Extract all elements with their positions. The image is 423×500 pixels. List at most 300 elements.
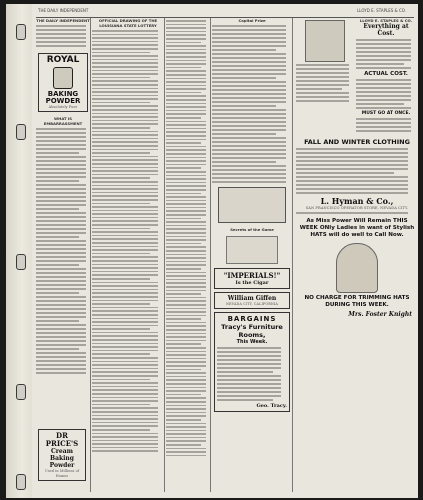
text-line xyxy=(166,264,206,266)
text-line xyxy=(166,178,206,180)
text-line xyxy=(36,352,86,354)
text-line xyxy=(92,447,158,449)
text-line xyxy=(92,213,158,215)
text-line xyxy=(36,45,86,47)
text-line xyxy=(36,136,86,138)
text-line xyxy=(92,185,158,187)
text-line xyxy=(92,335,158,337)
text-line xyxy=(36,132,86,134)
text-line xyxy=(166,304,206,306)
text-line xyxy=(36,240,86,242)
text-line xyxy=(36,324,86,326)
text-line xyxy=(92,343,158,345)
text-line xyxy=(166,42,201,44)
miss-power-notice: As Miss Power Will Remain THIS WEEK ONly Ladies in want of Stylish HATS will do well to Call Now. xyxy=(299,218,415,239)
text-line xyxy=(36,300,86,302)
text-line xyxy=(92,274,158,276)
text-line xyxy=(217,395,281,397)
text-line xyxy=(296,156,408,158)
section-embarrassment: WHAT IS EMBARRASSMENT xyxy=(43,116,83,127)
text-line xyxy=(92,224,158,226)
text-line xyxy=(166,85,206,87)
text-line xyxy=(92,109,158,111)
text-line xyxy=(212,61,286,63)
column-3-lottery xyxy=(166,18,211,492)
text-line xyxy=(296,152,408,154)
text-line xyxy=(166,27,206,29)
text-line xyxy=(166,38,206,40)
text-line xyxy=(36,256,86,258)
text-line xyxy=(212,41,286,43)
text-line xyxy=(36,252,86,254)
text-line xyxy=(92,73,158,75)
text-line xyxy=(166,358,206,360)
text-line xyxy=(296,148,408,150)
text-line xyxy=(92,145,158,147)
text-line xyxy=(92,307,158,309)
text-line xyxy=(92,152,150,154)
text-line xyxy=(296,180,408,182)
text-line xyxy=(212,93,286,95)
text-line xyxy=(36,340,86,342)
text-line xyxy=(166,361,206,363)
text-line xyxy=(212,45,286,47)
text-line xyxy=(166,52,206,54)
text-line xyxy=(92,278,150,280)
text-line xyxy=(166,142,201,144)
text-line xyxy=(356,95,411,97)
text-line xyxy=(166,336,206,338)
text-line xyxy=(92,418,158,420)
text-line xyxy=(92,105,158,107)
text-line xyxy=(92,267,158,269)
text-line xyxy=(92,292,158,294)
text-line xyxy=(92,397,158,399)
text-line xyxy=(166,250,206,252)
lottery-title: OFFICIAL DRAWING OF THE LOUISIANA STATE LOTTERY xyxy=(98,18,158,28)
text-line xyxy=(92,289,158,291)
text-line xyxy=(36,160,86,162)
text-line xyxy=(166,365,206,367)
text-line xyxy=(356,87,411,89)
text-line xyxy=(212,153,286,155)
tracy-title: Tracy's Furniture Rooms, xyxy=(221,323,283,340)
text-line xyxy=(36,216,86,218)
text-line xyxy=(36,172,86,174)
text-line xyxy=(92,149,158,151)
text-line xyxy=(217,351,281,353)
text-line xyxy=(92,181,158,183)
text-line xyxy=(166,254,206,256)
text-line xyxy=(92,433,158,435)
text-line xyxy=(217,387,281,389)
bargains-title: BARGAINS xyxy=(227,315,277,324)
text-line xyxy=(92,379,150,381)
text-line xyxy=(166,383,206,385)
text-line xyxy=(36,200,86,202)
text-line xyxy=(36,328,86,330)
text-line xyxy=(212,97,286,99)
text-line xyxy=(166,272,206,274)
binding-spine xyxy=(6,4,32,498)
text-line xyxy=(92,425,158,427)
text-line xyxy=(92,389,158,391)
text-line xyxy=(92,98,158,100)
text-line xyxy=(92,375,158,377)
text-line xyxy=(166,268,201,270)
text-line xyxy=(36,304,86,306)
text-line xyxy=(356,91,411,93)
text-line xyxy=(92,59,158,61)
text-line xyxy=(212,25,286,27)
text-line xyxy=(92,131,158,133)
text-line xyxy=(92,436,158,438)
everything-at-cost: Everything at Cost. xyxy=(363,23,409,37)
text-line xyxy=(92,282,158,284)
text-line xyxy=(166,167,201,169)
text-line xyxy=(166,376,206,378)
text-line xyxy=(92,393,158,395)
text-line xyxy=(36,152,79,154)
text-line xyxy=(36,33,86,35)
text-line xyxy=(36,288,86,290)
text-line xyxy=(92,167,158,169)
text-line xyxy=(36,316,86,318)
price-sub: Used in Millions of Homes xyxy=(44,469,80,478)
royal-line-2: BAKING xyxy=(47,90,79,98)
text-line xyxy=(166,394,201,396)
text-line xyxy=(36,268,86,270)
lady-hat-illustration xyxy=(336,243,378,293)
text-line xyxy=(166,311,206,313)
text-line xyxy=(166,282,206,284)
text-line xyxy=(92,357,158,359)
price-line-3: Powder xyxy=(49,462,75,470)
text-line xyxy=(36,244,86,246)
text-line xyxy=(92,37,158,39)
text-line xyxy=(36,332,86,334)
text-line xyxy=(36,164,86,166)
text-line xyxy=(36,292,79,294)
text-line xyxy=(36,364,86,366)
fall-winter-clothing: FALL AND WINTER CLOTHING xyxy=(304,138,410,146)
text-line xyxy=(36,29,86,31)
text-line xyxy=(296,68,349,70)
text-line xyxy=(166,221,206,223)
text-line xyxy=(212,77,276,79)
text-line xyxy=(166,78,206,80)
text-line xyxy=(166,372,206,374)
text-line xyxy=(36,368,86,370)
text-line xyxy=(36,128,86,130)
text-line xyxy=(217,379,281,381)
text-line xyxy=(296,168,408,170)
text-line xyxy=(212,181,286,183)
text-line xyxy=(92,328,150,330)
royal-line-3: POWDER xyxy=(45,97,81,105)
text-line xyxy=(166,275,206,277)
masthead-right: LLOYD E. STAPLES & CO. xyxy=(357,8,406,13)
text-line xyxy=(212,37,286,39)
text-line xyxy=(92,192,158,194)
text-line xyxy=(166,153,206,155)
text-line xyxy=(92,188,158,190)
text-line xyxy=(92,361,158,363)
text-line xyxy=(166,228,206,230)
text-line xyxy=(36,224,86,226)
text-line xyxy=(166,63,206,65)
text-line xyxy=(92,195,158,197)
text-line xyxy=(92,325,158,327)
text-line xyxy=(92,66,158,68)
text-line xyxy=(92,318,158,320)
text-line xyxy=(92,407,158,409)
text-line xyxy=(36,308,86,310)
text-line xyxy=(166,110,206,112)
text-line xyxy=(166,261,206,263)
text-line xyxy=(296,192,408,194)
text-line xyxy=(166,182,206,184)
text-line xyxy=(92,44,158,46)
text-line xyxy=(166,412,206,414)
text-line xyxy=(166,405,206,407)
text-line xyxy=(212,101,286,103)
text-line xyxy=(92,231,158,233)
text-line xyxy=(166,387,206,389)
text-line xyxy=(166,214,206,216)
hyman-sub: SAN FRANCISCO OPERATOR STORE, NEVADA CITY. xyxy=(305,206,409,210)
text-line xyxy=(166,401,206,403)
text-line xyxy=(166,433,206,435)
text-line xyxy=(92,346,158,348)
text-line xyxy=(166,31,206,33)
hyman-title: L. Hyman & Co., xyxy=(320,196,394,206)
text-line xyxy=(92,77,150,79)
text-line xyxy=(166,49,206,51)
text-line xyxy=(36,360,86,362)
text-line xyxy=(92,422,158,424)
text-line xyxy=(36,37,86,39)
text-line xyxy=(92,95,158,97)
text-line xyxy=(92,450,158,452)
text-line xyxy=(36,284,86,286)
text-line xyxy=(356,83,411,85)
text-line xyxy=(166,121,206,123)
text-line xyxy=(92,296,158,298)
cigar-sub: Is the Cigar xyxy=(235,280,269,286)
text-line xyxy=(166,448,206,450)
text-line xyxy=(217,355,281,357)
text-line xyxy=(166,124,206,126)
text-line xyxy=(166,300,206,302)
text-line xyxy=(212,121,286,123)
text-line xyxy=(166,24,206,26)
text-line xyxy=(166,200,206,202)
text-line xyxy=(92,440,158,442)
text-line xyxy=(212,129,286,131)
binding-thread xyxy=(16,124,26,140)
text-line xyxy=(296,76,349,78)
text-line xyxy=(92,310,158,312)
text-line xyxy=(217,375,281,377)
text-line xyxy=(36,296,86,298)
text-line xyxy=(166,236,206,238)
text-line xyxy=(166,117,201,119)
text-line xyxy=(36,264,79,266)
imperials-cigar-ad xyxy=(214,268,290,289)
royal-line-1: ROYAL xyxy=(46,55,80,65)
text-line xyxy=(166,279,206,281)
text-line xyxy=(296,184,408,186)
text-line xyxy=(92,228,150,230)
text-line xyxy=(166,92,201,94)
text-line xyxy=(356,63,404,65)
text-line xyxy=(296,72,349,74)
text-line xyxy=(92,300,158,302)
text-line xyxy=(92,199,158,201)
text-line xyxy=(356,67,411,69)
text-line xyxy=(166,70,206,72)
text-line xyxy=(217,363,281,365)
text-line xyxy=(166,419,201,421)
text-line xyxy=(36,232,86,234)
text-line xyxy=(212,65,286,67)
text-line xyxy=(92,70,158,72)
text-line xyxy=(92,141,158,143)
text-line xyxy=(296,88,342,90)
text-line xyxy=(166,135,206,137)
text-line xyxy=(166,455,206,457)
text-line xyxy=(166,225,206,227)
text-line xyxy=(166,308,206,310)
cupid-illustration xyxy=(226,236,278,264)
giffen-sub: NEVADA CITY, CALIFORNIA xyxy=(226,302,278,306)
text-line xyxy=(212,125,286,127)
text-line xyxy=(92,217,158,219)
text-line xyxy=(166,160,206,162)
text-line xyxy=(36,180,79,182)
text-line xyxy=(92,386,158,388)
text-line xyxy=(356,39,411,41)
text-line xyxy=(36,208,79,210)
text-line xyxy=(166,193,201,195)
text-line xyxy=(92,177,150,179)
binding-thread xyxy=(16,24,26,40)
text-line xyxy=(212,73,286,75)
portrait-illustration xyxy=(305,20,345,62)
text-line xyxy=(217,399,273,401)
text-line xyxy=(92,253,150,255)
text-line xyxy=(166,175,206,177)
text-line xyxy=(166,164,206,166)
text-line xyxy=(356,118,411,120)
text-line xyxy=(166,56,206,58)
text-line xyxy=(166,81,206,83)
text-line xyxy=(166,67,201,69)
text-line xyxy=(166,315,206,317)
binding-thread xyxy=(16,384,26,400)
text-line xyxy=(92,238,158,240)
text-line xyxy=(36,176,86,178)
text-line xyxy=(296,64,349,66)
text-line xyxy=(166,185,206,187)
text-line xyxy=(166,171,206,173)
text-line xyxy=(166,20,206,22)
text-line xyxy=(212,89,286,91)
text-line xyxy=(166,437,206,439)
text-line xyxy=(36,156,86,158)
text-line xyxy=(296,80,349,82)
price-baking-ad xyxy=(38,429,86,481)
text-line xyxy=(166,297,206,299)
text-line xyxy=(92,84,158,86)
text-line xyxy=(36,356,86,358)
text-line xyxy=(296,96,349,98)
text-line xyxy=(217,371,273,373)
text-line xyxy=(356,107,411,109)
text-line xyxy=(36,25,86,27)
text-line xyxy=(92,120,158,122)
text-line xyxy=(212,109,286,111)
masthead-left: THE DAILY INDEPENDENT xyxy=(38,8,89,13)
text-line xyxy=(92,206,158,208)
text-line xyxy=(36,184,86,186)
text-line xyxy=(166,60,206,62)
text-line xyxy=(166,333,206,335)
text-line xyxy=(166,293,201,295)
text-line xyxy=(166,146,206,148)
text-line xyxy=(212,157,286,159)
text-line xyxy=(36,280,86,282)
text-line xyxy=(212,137,286,139)
text-line xyxy=(92,285,158,287)
text-line xyxy=(166,257,206,259)
column-1 xyxy=(36,18,91,492)
cigar-title: "IMPERIALS!" xyxy=(223,271,281,280)
text-line xyxy=(166,340,206,342)
text-line xyxy=(356,99,411,101)
text-line xyxy=(217,359,281,361)
text-line xyxy=(36,188,86,190)
text-line xyxy=(356,47,411,49)
text-line xyxy=(92,30,158,32)
text-line xyxy=(36,140,86,142)
text-line xyxy=(212,173,286,175)
text-line xyxy=(296,84,349,86)
text-line xyxy=(92,102,150,104)
text-line xyxy=(166,103,206,105)
text-line xyxy=(92,220,158,222)
text-line xyxy=(356,51,411,53)
text-line xyxy=(166,415,206,417)
text-line xyxy=(296,176,408,178)
text-line xyxy=(92,382,158,384)
text-line xyxy=(92,34,158,36)
text-line xyxy=(356,130,411,132)
text-line xyxy=(36,212,86,214)
text-line xyxy=(92,314,158,316)
text-line xyxy=(92,88,158,90)
price-line-1: DR PRICE'S xyxy=(45,431,79,449)
newspaper-page xyxy=(6,4,418,498)
text-line xyxy=(166,444,201,446)
must-go: MUST GO AT ONCE. xyxy=(361,111,411,116)
column-4 xyxy=(212,18,293,492)
text-line xyxy=(36,192,86,194)
text-line xyxy=(36,148,86,150)
column-5-ads xyxy=(296,18,418,492)
text-line xyxy=(296,92,349,94)
